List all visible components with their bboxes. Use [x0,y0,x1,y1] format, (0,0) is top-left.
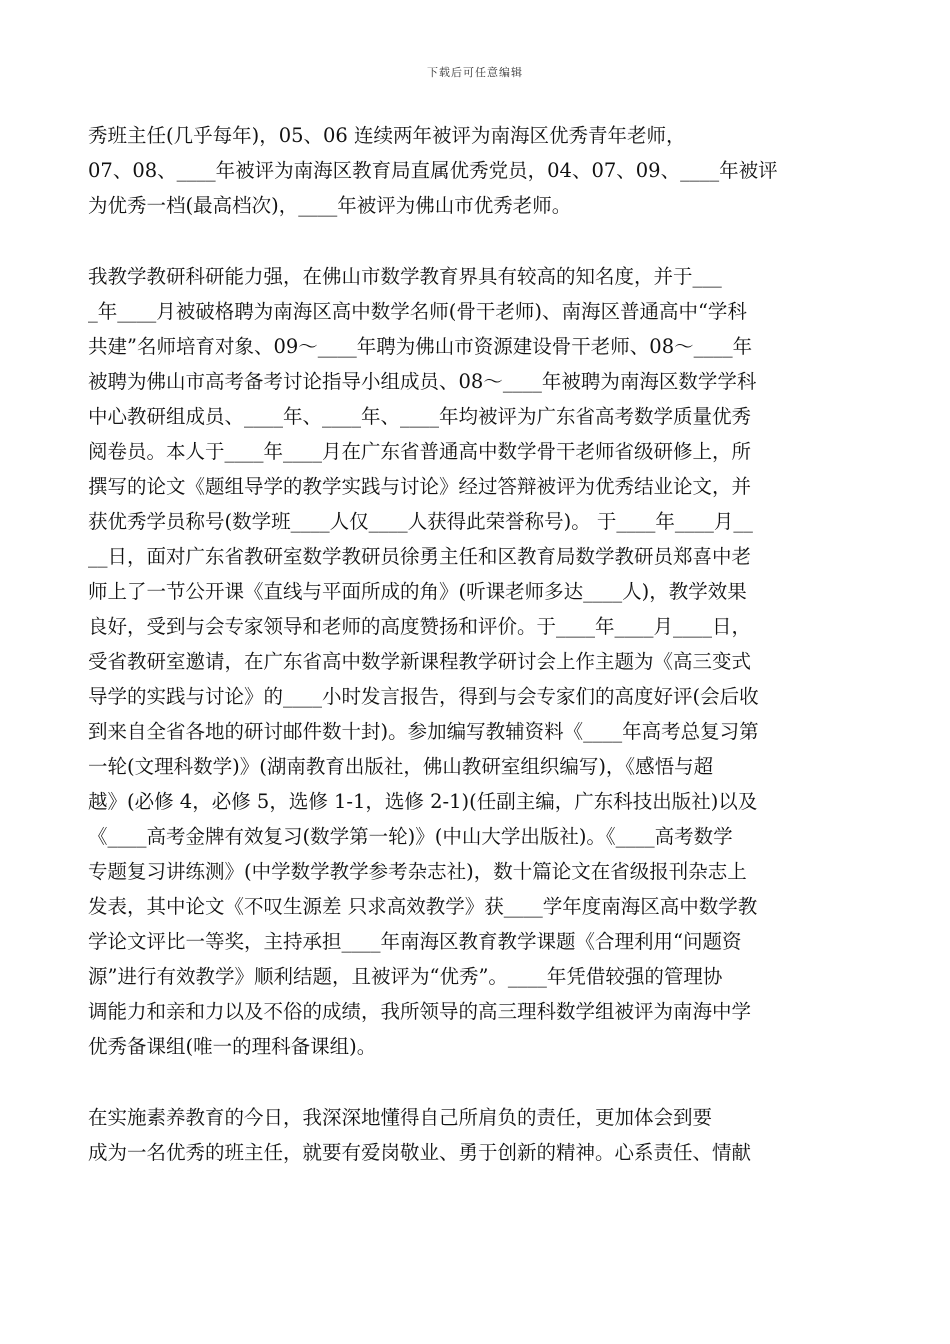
text-line: 专题复习讲练测》(中学数学教学参考杂志社)，数十篇论文在省级报刊杂志上 [88,860,747,883]
text-line: 学论文评比一等奖，主持承担____年南海区教育教学课题《合理利用“问题资 [88,930,742,953]
document-body [88,118,864,1170]
text-line: 在实施素养教育的今日，我深深地懂得自己所肩负的责任，更加体会到要 [88,1106,713,1129]
text-line: 秀班主任(几乎每年)，05、06 连续两年被评为南海区优秀青年老师， [88,124,686,147]
text-line: 成为一名优秀的班主任，就要有爱岗敬业、勇于创新的精神。心系责任、情献 [88,1141,752,1164]
text-line: 调能力和亲和力以及不俗的成绩，我所领导的高三理科数学组被评为南海中学 [88,1000,752,1023]
text-line: 一轮(文理科数学)》(湖南教育出版社，佛山教研室组织编写)，《感悟与超 [88,755,714,778]
text-line: 我教学教研科研能力强，在佛山市数学教育界具有较高的知名度，并于___ [88,265,722,288]
text-line: 阅卷员。本人于____年____月在广东省普通高中数学骨干老师省级研修上，所 [88,440,752,463]
paragraph-2 [88,259,864,1064]
text-line: 源”进行有效教学》顺利结题，且被评为“优秀”。____年凭借较强的管理协 [88,965,723,988]
paragraph-gap [88,223,864,259]
text-line: 《____高考金牌有效复习(数学第一轮)》(中山大学出版社)。《____高考数学 [88,825,733,848]
paragraph-gap [88,1064,864,1100]
text-line: 撰写的论文《题组导学的教学实践与讨论》经过答辩被评为优秀结业论文，并 [88,475,752,498]
paragraph-3 [88,1100,864,1170]
text-line: 为优秀一档(最高档次)，____年被评为佛山市优秀老师。 [88,194,572,217]
text-line: 越》(必修 4，必修 5，选修 1-1，选修 2-1)(任副主编，广东科技出版社)以及 [88,790,758,813]
text-line: 导学的实践与讨论》的____小时发言报告，得到与会专家们的高度好评(会后收 [88,685,759,708]
text-line: 被聘为佛山市高考备考讨论指导小组成员、08～____年被聘为南海区数学学科 [88,370,757,393]
text-line: 中心教研组成员、____年、____年、____年均被评为广东省高考数学质量优秀 [88,405,752,428]
paragraph-1 [88,118,864,223]
text-line: 优秀备课组(唯一的理科备课组)。 [88,1035,377,1058]
text-line: 到来自全省各地的研讨邮件数十封)。参加编写教辅资料《____年高考总复习第 [88,720,759,743]
text-line: _年____月被破格聘为南海区高中数学名师(骨干老师)、南海区普通高中“学科 [88,300,747,323]
text-line: 07、08、____年被评为南海区教育局直属优秀党员，04、07、09、____年被评 [88,159,778,182]
text-line: 发表，其中论文《不叹生源差 只求高效教学》获____学年度南海区高中数学教 [88,895,758,918]
text-line: 受省教研室邀请，在广东省高中数学新课程教学研讨会上作主题为《高三变式 [88,650,752,673]
text-line: __日，面对广东省教研室数学教研员徐勇主任和区教育局数学教研员郑喜中老 [88,545,752,568]
text-line: 获优秀学员称号(数学班____人仅____人获得此荣誉称号)。 于____年____月__ [88,510,753,533]
text-line: 师上了一节公开课《直线与平面所成的角》(听课老师多达____人)，教学效果 [88,580,747,603]
header-note: 下载后可任意编辑 [427,66,523,79]
text-line: 良好，受到与会专家领导和老师的高度赞扬和评价。于____年____月____日， [88,615,752,638]
text-line: 共建”名师培育对象、09～____年聘为佛山市资源建设骨干老师、08～____年 [88,335,753,358]
